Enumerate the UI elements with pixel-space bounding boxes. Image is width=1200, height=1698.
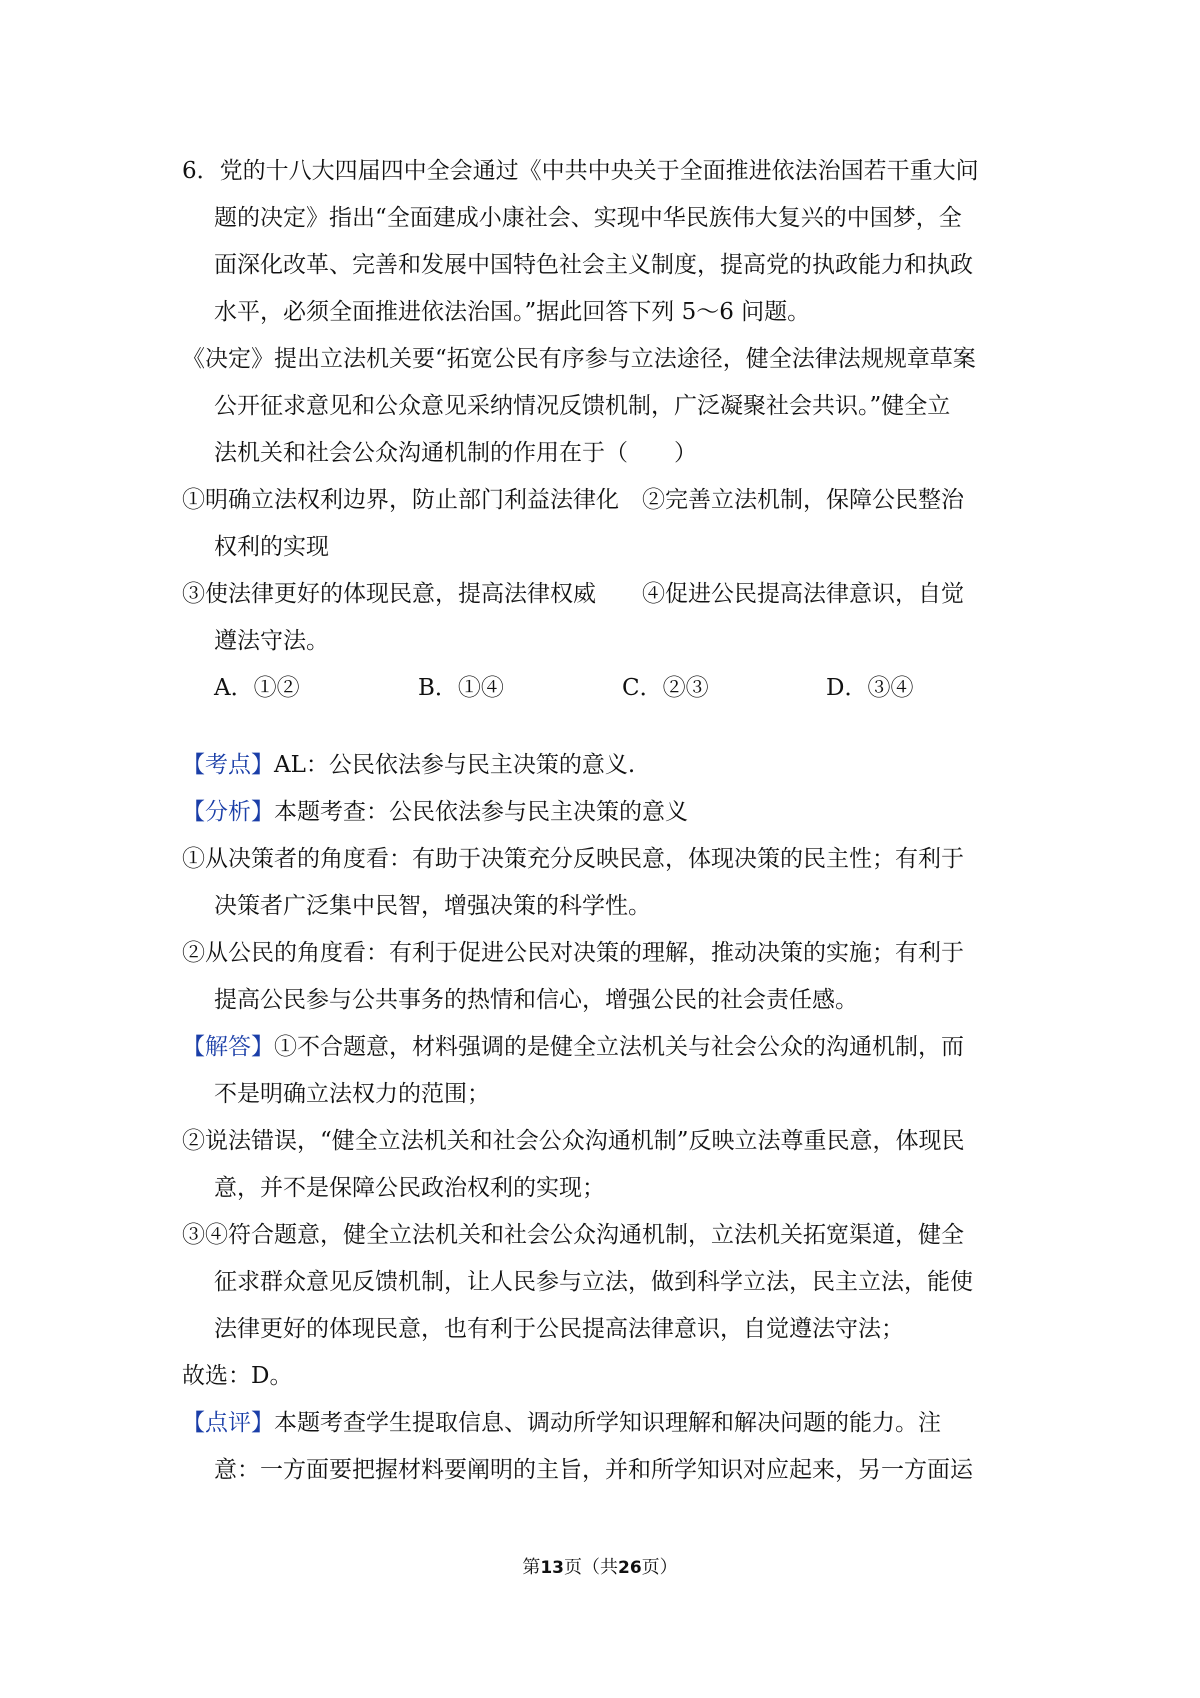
kaodian-tag: 【考点】 (182, 752, 274, 778)
stem-line: 题的决定》指出“全面建成小康社会、实现中华民族伟大复兴的中国梦，全 (214, 205, 962, 231)
page-footer (0, 1553, 1200, 1579)
jieda-point-line: ③④符合题意，健全立法机关和社会公众沟通机制，立法机关拓宽渠道，健全 (182, 1222, 964, 1248)
answer-choice-line: 故选：D。 (182, 1363, 293, 1389)
footer-prefix: 第 (522, 1557, 541, 1578)
fenxi-line (182, 789, 1030, 836)
footer-suffix: 页） (641, 1557, 678, 1578)
footer-total-pages: 26 (618, 1558, 642, 1578)
dianping-tag: 【点评】 (182, 1410, 274, 1436)
option-c: C．②③ (622, 675, 709, 701)
jieda-point-line: 征求群众意见反馈机制，让人民参与立法，做到科学立法，民主立法，能使 (214, 1269, 973, 1295)
footer-middle: 页（共 (564, 1557, 618, 1578)
jieda-point-line: 意，并不是保障公民政治权利的实现； (214, 1175, 605, 1201)
option-b: B．①④ (418, 675, 504, 701)
fenxi-point-line: 决策者广泛集中民智，增强决策的科学性。 (214, 893, 651, 919)
fenxi-point-line: ②从公民的角度看：有利于促进公民对决策的理解，推动决策的实施；有利于 (182, 940, 964, 966)
statement-line: ①明确立法权利边界，防止部门利益法律化 ②完善立法机制，保障公民整治 (182, 487, 964, 513)
statement-line: 遵法守法。 (214, 628, 329, 654)
page-content (182, 148, 1030, 1494)
dianping-line (182, 1400, 1030, 1447)
jieda-point-line: ②说法错误，“健全立法机关和社会公众沟通机制”反映立法尊重民意，体现民 (182, 1128, 965, 1154)
fenxi-point-line: ①从决策者的角度看：有助于决策充分反映民意，体现决策的民主性；有利于 (182, 846, 964, 872)
jieda-text: ①不合题意，材料强调的是健全立法机关与社会公众的沟通机制，而 (274, 1034, 964, 1060)
fenxi-text: 本题考查：公民依法参与民主决策的意义 (274, 799, 688, 825)
statements (182, 477, 1030, 665)
sub-question-line: 公开征求意见和公众意见采纳情况反馈机制，广泛凝聚社会共识。”健全立 (214, 393, 951, 419)
dianping-continued-line: 意：一方面要把握材料要阐明的主旨，并和所学知识对应起来，另一方面运 (214, 1457, 973, 1483)
stem-line: 面深化改革、完善和发展中国特色社会主义制度，提高党的执政能力和执政 (214, 252, 973, 278)
option-d: D．③④ (826, 675, 914, 701)
section-gap (182, 712, 1030, 742)
jieda-tag: 【解答】 (182, 1034, 274, 1060)
jieda-line (182, 1024, 1030, 1071)
kaodian-line (182, 742, 1030, 789)
jieda-point-line: 法律更好的体现民意，也有利于公民提高法律意识，自觉遵法守法； (214, 1316, 904, 1342)
kaodian-text: AL：公民依法参与民主决策的意义. (274, 752, 636, 778)
option-a: A．①② (214, 675, 300, 701)
question-stem (182, 148, 1030, 336)
jieda-point-line: 不是明确立法权力的范围； (214, 1081, 490, 1107)
stem-line: 水平，必须全面推进依法治国。”据此回答下列 5〜6 问题。 (214, 299, 811, 325)
answer-options (182, 665, 1030, 712)
sub-question (182, 336, 1030, 477)
statement-line: ③使法律更好的体现民意，提高法律权威 ④促进公民提高法律意识，自觉 (182, 581, 964, 607)
stem-line: 6．党的十八大四届四中全会通过《中共中央关于全面推进依法治国若干重大问 (182, 158, 979, 184)
fenxi-point-line: 提高公民参与公共事务的热情和信心，增强公民的社会责任感。 (214, 987, 858, 1013)
fenxi-tag: 【分析】 (182, 799, 274, 825)
dianping-text: 本题考查学生提取信息、调动所学知识理解和解决问题的能力。注 (274, 1410, 941, 1436)
sub-question-line: 《决定》提出立法机关要“拓宽公民有序参与立法途径，健全法律法规规章草案 (182, 346, 976, 372)
footer-page-number: 13 (540, 1558, 564, 1578)
statement-line: 权利的实现 (214, 534, 329, 560)
sub-question-line: 法机关和社会公众沟通机制的作用在于（ ） (214, 440, 697, 466)
